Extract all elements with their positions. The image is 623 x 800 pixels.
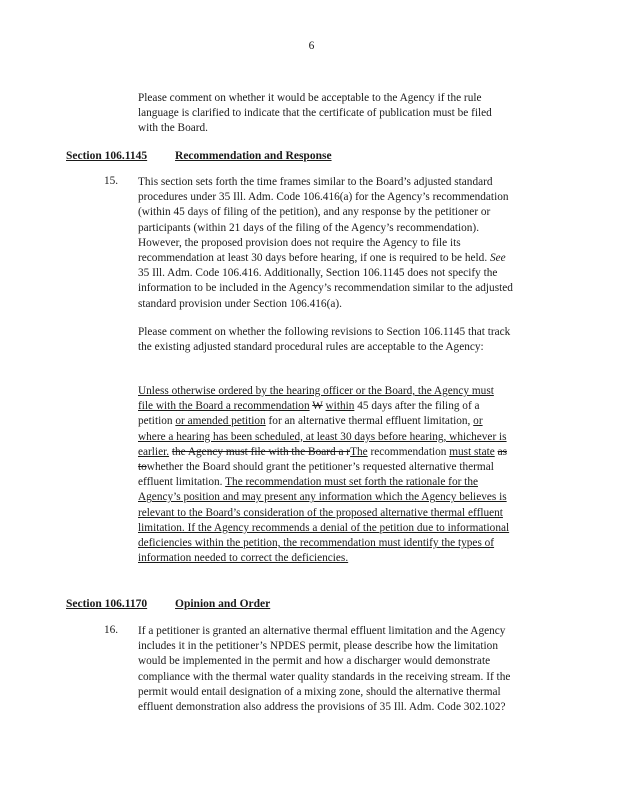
inserted-text: within — [325, 400, 355, 413]
deleted-text: as to — [138, 445, 507, 474]
item-number-16: 16. — [104, 624, 119, 636]
page-number: 6 — [308, 40, 315, 52]
inserted-text: must state — [449, 445, 495, 458]
text: for an alternative thermal effluent limitation, — [268, 415, 471, 428]
item-16-paragraph: If a petitioner is granted an alternative thermal effluent limitation and the Agency includes it in the petitioner’s NPDES permit, please describe how the limitation would be implemented in the permit and how a discharger would demonstrate compliance with the thermal water quality standards in the receiving stream. If the permit would entail designation of a mixing zone, should the alternative thermal effluent demonstration also address the provisions of 35 Ill. Adm. Code 302.102? — [138, 625, 511, 714]
section-title: Recommendation and Response — [175, 150, 332, 162]
text: 35 Ill. Adm. Code 106.416. Additionally, Section 106.1145 does not specify the information to be included in the Agency’s recommendation similar to the adjusted standard provision under Section 106.416(a). — [138, 267, 513, 310]
item-15-paragraph-2: Please comment on whether the following revisions to Section 106.1145 that track the existing adjusted standard procedural rules are acceptable to the Agency: — [138, 326, 511, 354]
see-citation-signal: See — [489, 252, 506, 265]
inserted-text: or amended petition — [175, 415, 266, 428]
section-heading-106-1145 — [66, 150, 332, 162]
text: recommendation — [370, 445, 447, 458]
text: This section sets forth the time frames similar to the Board’s adjusted standard procedures under 35 Ill. Adm. Code 106.416(a) for the Agency’s recommendation (within 45 days of filing of the petition), and any response by the petitioner or participants (within 21 days of the filing of the Agency’s recommendation). However, the proposed provision does not require the Agency to file its recommendation at least 30 days before hearing, if one is required to be held. — [138, 176, 509, 265]
inserted-text: The recommendation must set forth the rationale for the Agency’s position and may present any information which the Agency believes is relevant to the Board’s consideration of the proposed alternative thermal effluent limitation. If the Agency recommends a denial of the petition due to informational deficiencies within the petition, the recommendation must identify the types of information needed to correct the deficiencies. — [138, 476, 510, 565]
item-15-paragraph-1 — [138, 175, 513, 312]
intro-paragraph: Please comment on whether it would be acceptable to the Agency if the rule language is clarified to indicate that the certificate of publication must be filed with the Board. — [138, 92, 492, 135]
section-heading-106-1170 — [66, 598, 270, 610]
section-label: Section 106.1145 — [66, 150, 148, 162]
text: 45 days after the filing of a petition — [138, 400, 480, 428]
deleted-text: W — [312, 400, 323, 413]
inserted-text: Unless otherwise ordered by the hearing officer or the Board, the Agency must file with the Board a recommendation — [138, 385, 494, 413]
deleted-text: the Agency must file with the Board a r — [171, 445, 351, 458]
inserted-text: or where a hearing has been scheduled, at least 30 days before hearing, whichever is earlier. — [138, 415, 507, 458]
inserted-text: The — [350, 445, 368, 458]
section-title: Opinion and Order — [175, 598, 271, 610]
item-number-15: 15. — [104, 175, 119, 187]
proposed-rule-revision — [138, 384, 510, 566]
section-label: Section 106.1170 — [66, 598, 148, 610]
text: whether the Board should grant the petitioner’s requested alternative thermal effluent limitation. — [138, 461, 494, 489]
